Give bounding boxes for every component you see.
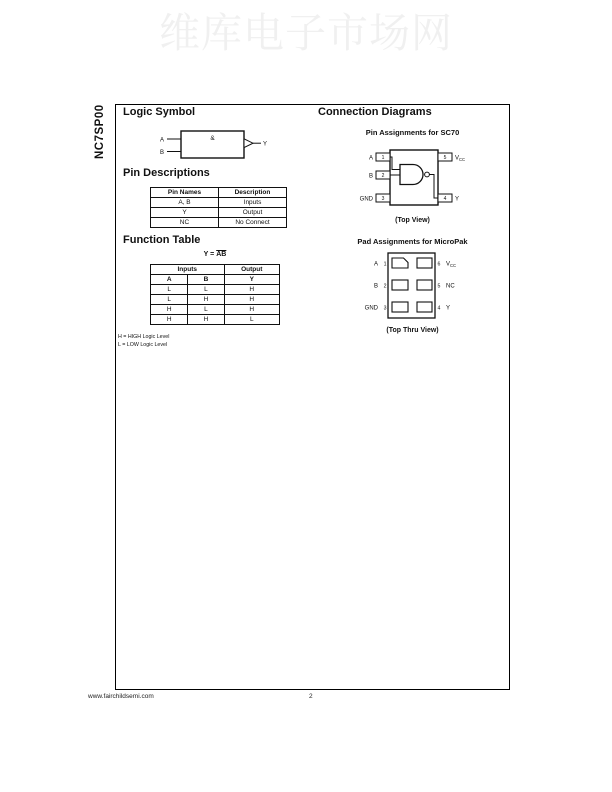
- inversion-bubble-icon: [425, 172, 430, 177]
- pin1-number: 1: [381, 155, 385, 161]
- nand-gate-icon: [400, 165, 423, 185]
- cell-b: L: [188, 285, 224, 295]
- pad2-number: 2: [383, 283, 387, 290]
- inputs-group-header: Inputs: [151, 265, 225, 275]
- watermark-text: 维库电子市场网: [159, 10, 453, 56]
- wire-a-to-gate: [390, 157, 400, 170]
- pad4: [417, 302, 432, 312]
- pin-desc-cell: Output: [219, 208, 287, 218]
- cell-y: L: [224, 315, 279, 325]
- cell-a: H: [151, 305, 188, 315]
- pin5-label: $V_{CC}$: [455, 155, 466, 162]
- pin-descriptions-table: [150, 187, 287, 228]
- sc70-caption: (Top View): [395, 217, 430, 224]
- output-label: Y: [263, 141, 268, 148]
- part-number-side-label: NC7SP00: [94, 104, 106, 159]
- cell-a: L: [151, 285, 188, 295]
- pin3-number: 3: [381, 196, 385, 202]
- page-number: 2: [309, 693, 313, 700]
- table-row: [151, 285, 280, 295]
- pin4-label: Y: [455, 196, 460, 203]
- equation-lhs: Y =: [203, 251, 215, 258]
- table-row: [151, 315, 280, 325]
- pad1-chamfered: [392, 258, 408, 268]
- cell-b: L: [188, 305, 224, 315]
- pad1-number: 1: [383, 261, 387, 268]
- logic-symbol-diagram: [155, 125, 275, 165]
- connection-diagrams-title: Connection Diagrams: [318, 106, 432, 118]
- pad4-label: Y: [446, 305, 451, 312]
- pin-desc-cell: Inputs: [219, 198, 287, 208]
- pin-desc-cell: No Connect: [219, 218, 287, 228]
- pad3: [392, 302, 408, 312]
- cell-a: L: [151, 295, 188, 305]
- sc70-subtitle: Pin Assignments for SC70: [365, 128, 460, 137]
- pad6-label: $V_{CC}$: [446, 261, 457, 268]
- vcc-subscript: CC: [459, 157, 466, 162]
- pin2-number: 2: [381, 173, 385, 179]
- pad1-label: A: [373, 261, 378, 268]
- footer-url: www.fairchildsemi.com: [88, 693, 154, 700]
- table-row: [151, 295, 280, 305]
- pin2-label: B: [368, 173, 373, 180]
- nand-equation: [150, 251, 280, 258]
- pad5-label: NC: [446, 283, 455, 290]
- pin-name-cell: NC: [151, 218, 219, 228]
- pin-names-header: Pin Names: [151, 188, 219, 198]
- note-low: L = LOW Logic Level: [118, 341, 168, 348]
- pad6: [417, 258, 432, 268]
- sc70-package-diagram: [350, 145, 480, 213]
- pin-name-cell: A, B: [151, 198, 219, 208]
- note-high: H = HIGH Logic Level: [118, 334, 170, 340]
- cell-y: H: [224, 295, 279, 305]
- micropak-subtitle: Pad Assignments for MicroPak: [357, 237, 468, 246]
- table-row: [151, 218, 287, 228]
- logic-symbol-title: Logic Symbol: [123, 106, 196, 118]
- pad3-number: 3: [383, 305, 387, 312]
- cell-b: H: [188, 295, 224, 305]
- cell-a: H: [151, 315, 188, 325]
- pin-name-cell: Y: [151, 208, 219, 218]
- pin5-number: 5: [443, 155, 447, 161]
- description-header: Description: [219, 188, 287, 198]
- pad3-label: GND: [364, 305, 378, 312]
- output-group-header: Output: [224, 265, 279, 275]
- function-table-title: Function Table: [123, 234, 201, 246]
- pad4-number: 4: [437, 305, 441, 312]
- pad5: [417, 280, 432, 290]
- pin3-label: GND: [359, 196, 373, 203]
- pin4-number: 4: [443, 196, 447, 202]
- function-table: [150, 264, 280, 325]
- input-b-label: B: [159, 150, 164, 156]
- micropak-caption: (Top Thru View): [386, 327, 439, 334]
- table-row: [151, 208, 287, 218]
- gate-and-label: &: [210, 135, 215, 142]
- pad2-label: B: [373, 283, 378, 290]
- table-row: [151, 305, 280, 315]
- table-row: [151, 198, 287, 208]
- pad6-number: 6: [437, 261, 441, 268]
- pin1-label: A: [368, 155, 373, 162]
- col-a-header: A: [151, 275, 188, 285]
- cell-b: H: [188, 315, 224, 325]
- pad5-number: 5: [437, 283, 441, 290]
- input-a-label: A: [159, 137, 164, 144]
- pin-descriptions-title: Pin Descriptions: [123, 167, 210, 179]
- equation-overline-term: $\overline{AB}$: [216, 251, 227, 258]
- col-y-header: Y: [224, 275, 279, 285]
- cell-y: H: [224, 285, 279, 295]
- pad2: [392, 280, 408, 290]
- logic-level-notes: [118, 334, 169, 349]
- micropak-package-diagram: [350, 250, 480, 325]
- inversion-triangle-icon: [244, 139, 253, 148]
- vcc-subscript: CC: [450, 263, 457, 268]
- wire-gate-to-y: [429, 175, 438, 199]
- cell-y: H: [224, 305, 279, 315]
- col-b-header: B: [188, 275, 224, 285]
